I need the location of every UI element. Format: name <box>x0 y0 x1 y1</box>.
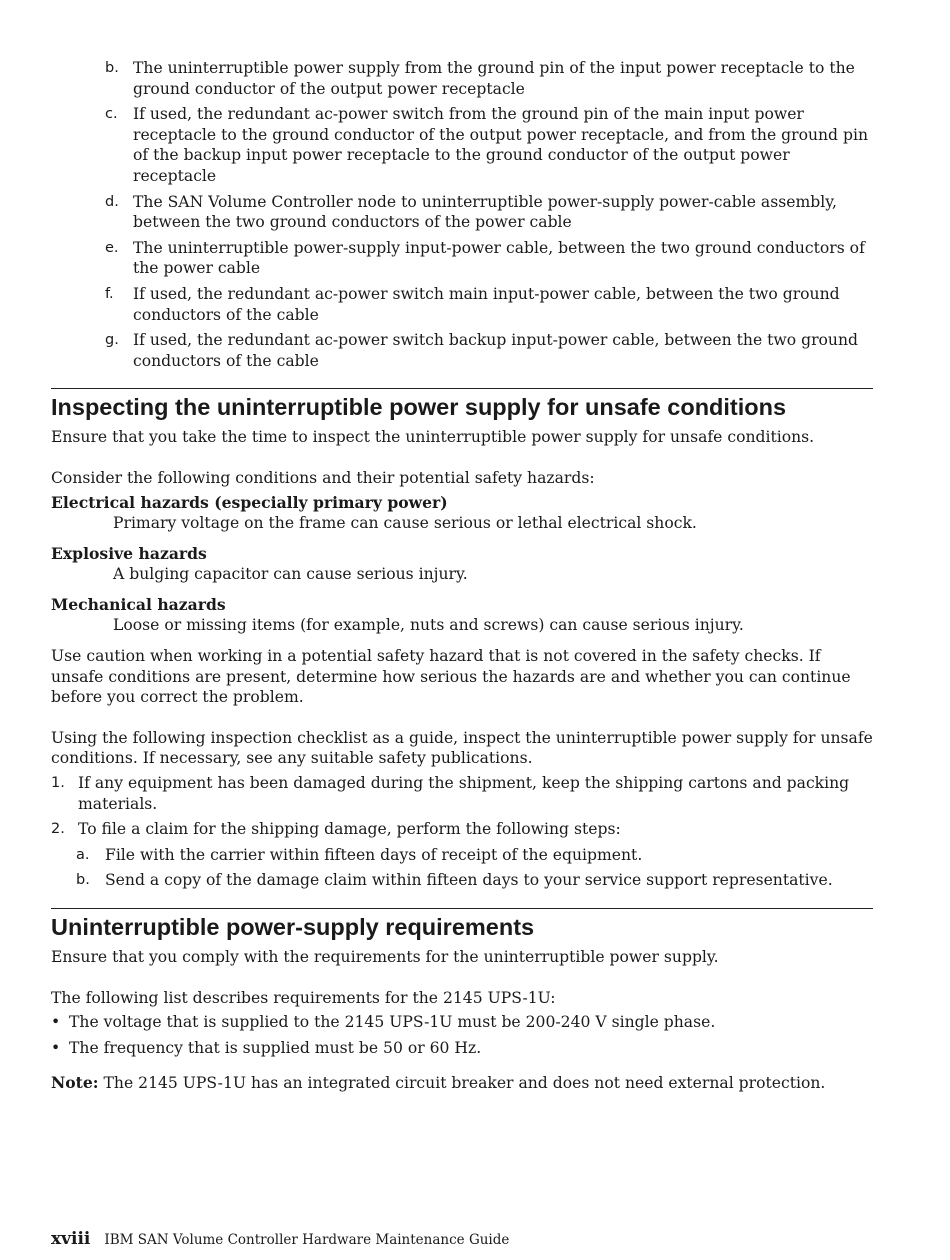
section-heading-inspecting: Inspecting the uninterruptible power supply for unsafe conditions <box>51 394 787 421</box>
hazard-description: Primary voltage on the frame can cause serious or lethal electrical shock. <box>113 514 697 533</box>
ground-continuity-list <box>51 58 873 371</box>
list-marker: g. <box>105 332 119 349</box>
list-marker: f. <box>105 285 114 302</box>
list-item-text: The uninterruptible power-supply input-power cable, between the two ground conductors of the power cable <box>133 238 865 278</box>
list-marker: b. <box>105 60 119 76</box>
substep-marker: b. <box>76 872 90 889</box>
hazard-term: Explosive hazards <box>51 543 207 563</box>
list-item-text: If used, the redundant ac-power switch backup input-power cable, between the two ground conductors of the cable <box>133 331 859 370</box>
list-item <box>51 330 873 371</box>
step-marker: 2. <box>51 821 65 838</box>
step-item <box>51 773 873 814</box>
hazards-intro: Consider the following conditions and their potential safety hazards: <box>51 468 595 487</box>
section-divider <box>51 388 873 389</box>
requirement-item <box>51 1012 873 1033</box>
caution-paragraph: Use caution when working in a potential safety hazard that is not covered in the safety checks. If unsafe conditions are present, determine how serious the hazards are and whether you can continue before you correct the problem. <box>51 647 851 707</box>
note-label: Note: <box>51 1073 99 1093</box>
substep-text: Send a copy of the damage claim within fifteen days to your service support representative. <box>105 871 833 890</box>
hazard-description: A bulging capacitor can cause serious injury. <box>113 565 468 584</box>
list-marker: c. <box>105 106 118 123</box>
document-page <box>51 58 873 1114</box>
list-item-text: If used, the redundant ac-power switch from the ground pin of the main input power receptacle to the ground conductor of the output power receptacle, and from the ground pin of the backup input power receptacle to the ground conductor of the output power receptacle <box>133 105 869 185</box>
requirements-intro: The following list describes requirements for the 2145 UPS-1U: <box>51 988 556 1007</box>
page-footer <box>51 1229 509 1251</box>
requirement-item <box>51 1038 873 1059</box>
substep-text: File with the carrier within fifteen days of receipt of the equipment. <box>105 845 643 864</box>
list-marker: e. <box>105 239 119 256</box>
substep-marker: a. <box>76 846 90 863</box>
section-intro: Ensure that you comply with the requirements for the uninterruptible power supply. <box>51 948 719 966</box>
section-heading-requirements: Uninterruptible power-supply requirements <box>51 914 535 940</box>
hazards-list <box>51 493 873 637</box>
requirement-text: The voltage that is supplied to the 2145 UPS-1U must be 200-240 V single phase. <box>69 1013 716 1032</box>
page-number: xviii <box>51 1229 91 1249</box>
bullet-marker: • <box>51 1038 61 1057</box>
note-text: The 2145 UPS-1U has an integrated circuit breaker and does not need external protection. <box>103 1074 826 1093</box>
list-item <box>51 192 873 233</box>
section-intro: Ensure that you take the time to inspect the uninterruptible power supply for unsafe conditions. <box>51 428 815 447</box>
list-item-text: If used, the redundant ac-power switch main input-power cable, between the two ground conductors of the cable <box>133 284 840 324</box>
substep-item <box>51 870 873 891</box>
list-item <box>51 58 873 99</box>
book-title: IBM SAN Volume Controller Hardware Maintenance Guide <box>104 1232 510 1248</box>
section-divider <box>51 908 873 909</box>
substep-item <box>51 845 873 866</box>
step-text: To file a claim for the shipping damage, perform the following steps: <box>78 820 621 839</box>
step-item <box>51 819 873 840</box>
list-item-text: The SAN Volume Controller node to uninterruptible power-supply power-cable assembly, between the two ground conductors of the power cable <box>133 192 837 232</box>
requirement-text: The frequency that is supplied must be 50 or 60 Hz. <box>69 1038 482 1057</box>
step-marker: 1. <box>51 775 65 792</box>
list-item <box>51 104 873 186</box>
list-item <box>51 284 873 325</box>
list-item <box>51 238 873 279</box>
hazard-term: Mechanical hazards <box>51 594 226 614</box>
hazard-description: Loose or missing items (for example, nuts and screws) can cause serious injury. <box>113 616 744 635</box>
bullet-marker: • <box>51 1013 61 1032</box>
hazard-term: Electrical hazards (especially primary power) <box>51 492 448 512</box>
step-text: If any equipment has been damaged during the shipment, keep the shipping cartons and packing materials. <box>78 774 850 813</box>
note-paragraph <box>51 1073 873 1094</box>
list-item-text: The uninterruptible power supply from the ground pin of the input power receptacle to the ground conductor of the output power receptacle <box>133 59 855 98</box>
list-marker: d. <box>105 193 119 210</box>
checklist-intro: Using the following inspection checklist as a guide, inspect the uninterruptible power supply for unsafe conditions. If necessary, see any suitable safety publications. <box>51 728 873 768</box>
